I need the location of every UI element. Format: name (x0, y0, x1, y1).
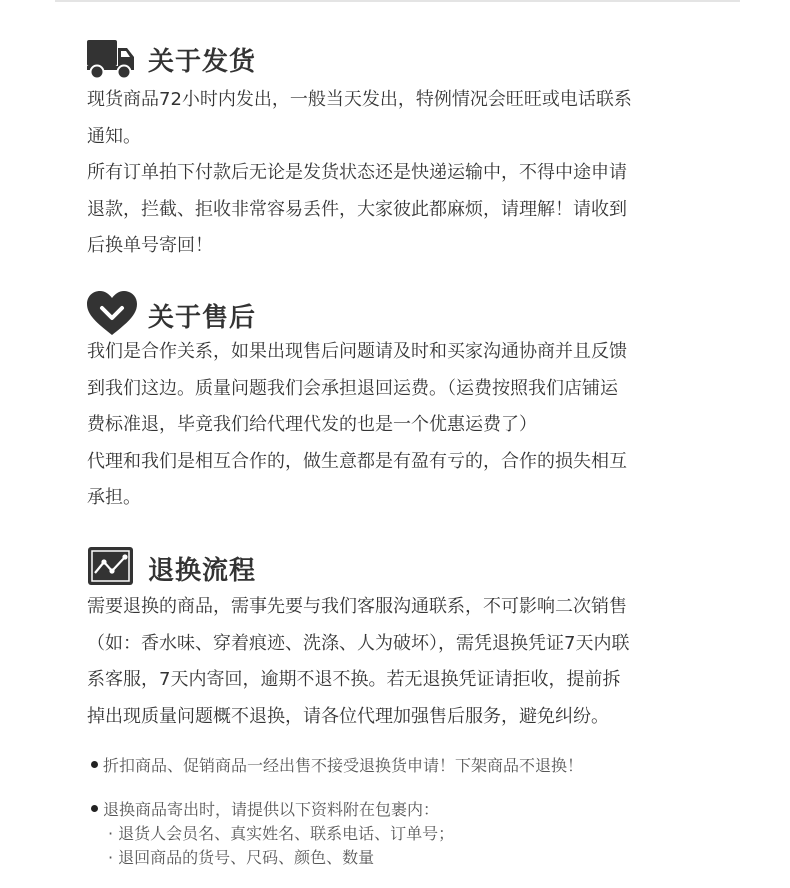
aftersale-header (87, 291, 727, 335)
aftersale-title: 关于售后 (148, 303, 257, 333)
note-text: 退换商品寄出时，请提供以下资料附在包裹内： (103, 800, 440, 819)
shipping-line: 退款，拦截、拒收非常容易丢件，大家彼此都麻烦，请理解！请收到 (87, 198, 627, 220)
note-item (91, 754, 583, 778)
returns-line: （如：香水味、穿着痕迹、洗涤、人为破坏），需凭退换凭证7天内联 (87, 632, 630, 654)
top-divider (55, 0, 740, 2)
heart-icon (87, 291, 137, 337)
aftersale-line: 承担。 (87, 487, 141, 508)
returns-section (87, 546, 727, 735)
returns-line: 系客服，7天内寄回，逾期不退不换。若无退换凭证请拒收，提前拆 (87, 669, 621, 690)
note-subitem: · 退货人会员名、真实姓名、联系电话、订单号； (108, 824, 455, 843)
shipping-line: 现货商品72小时内发出，一般当天发出，特例情况会旺旺或电话联系 (87, 89, 632, 110)
shipping-header (87, 38, 727, 82)
shipping-line: 所有订单拍下付款后无论是发货状态还是快递运输中，不得中途申请 (87, 162, 627, 183)
aftersale-section (87, 291, 727, 517)
note-subitem: · 退回商品的货号、尺码、颜色、数量 (108, 848, 375, 867)
returns-header (87, 546, 727, 590)
returns-line: 掉出现质量问题概不退换，请各位代理加强售后服务，避免纠纷。 (87, 705, 609, 727)
shipping-title: 关于发货 (148, 47, 257, 77)
aftersale-line: 代理和我们是相互合作的，做生意都是有盈有亏的，合作的损失相互 (87, 450, 627, 472)
returns-title: 退换流程 (148, 556, 257, 586)
aftersale-line: 费标准退，毕竟我们给代理代发的也是一个优惠运费了） (87, 414, 537, 435)
truck-icon (87, 38, 135, 80)
aftersale-line: 我们是合作关系，如果出现售后问题请及时和买家沟通协商并且反馈 (87, 341, 627, 362)
bullet-dot (91, 805, 98, 812)
note-item (91, 798, 454, 870)
note-text: 折扣商品、促销商品一经出售不接受退换货申请！下架商品不退换！ (103, 756, 584, 775)
shipping-line: 通知。 (87, 125, 141, 147)
shipping-section (87, 38, 727, 265)
returns-line: 需要退换的商品，需事先要与我们客服沟通联系，不可影响二次销售 (87, 596, 627, 617)
aftersale-line: 到我们这边。质量问题我们会承担退回运费。（运费按照我们店铺运 (87, 377, 618, 399)
shipping-line: 后换单号寄回！ (87, 235, 213, 256)
trend-chart-icon (87, 546, 134, 586)
bullet-dot (91, 761, 98, 768)
